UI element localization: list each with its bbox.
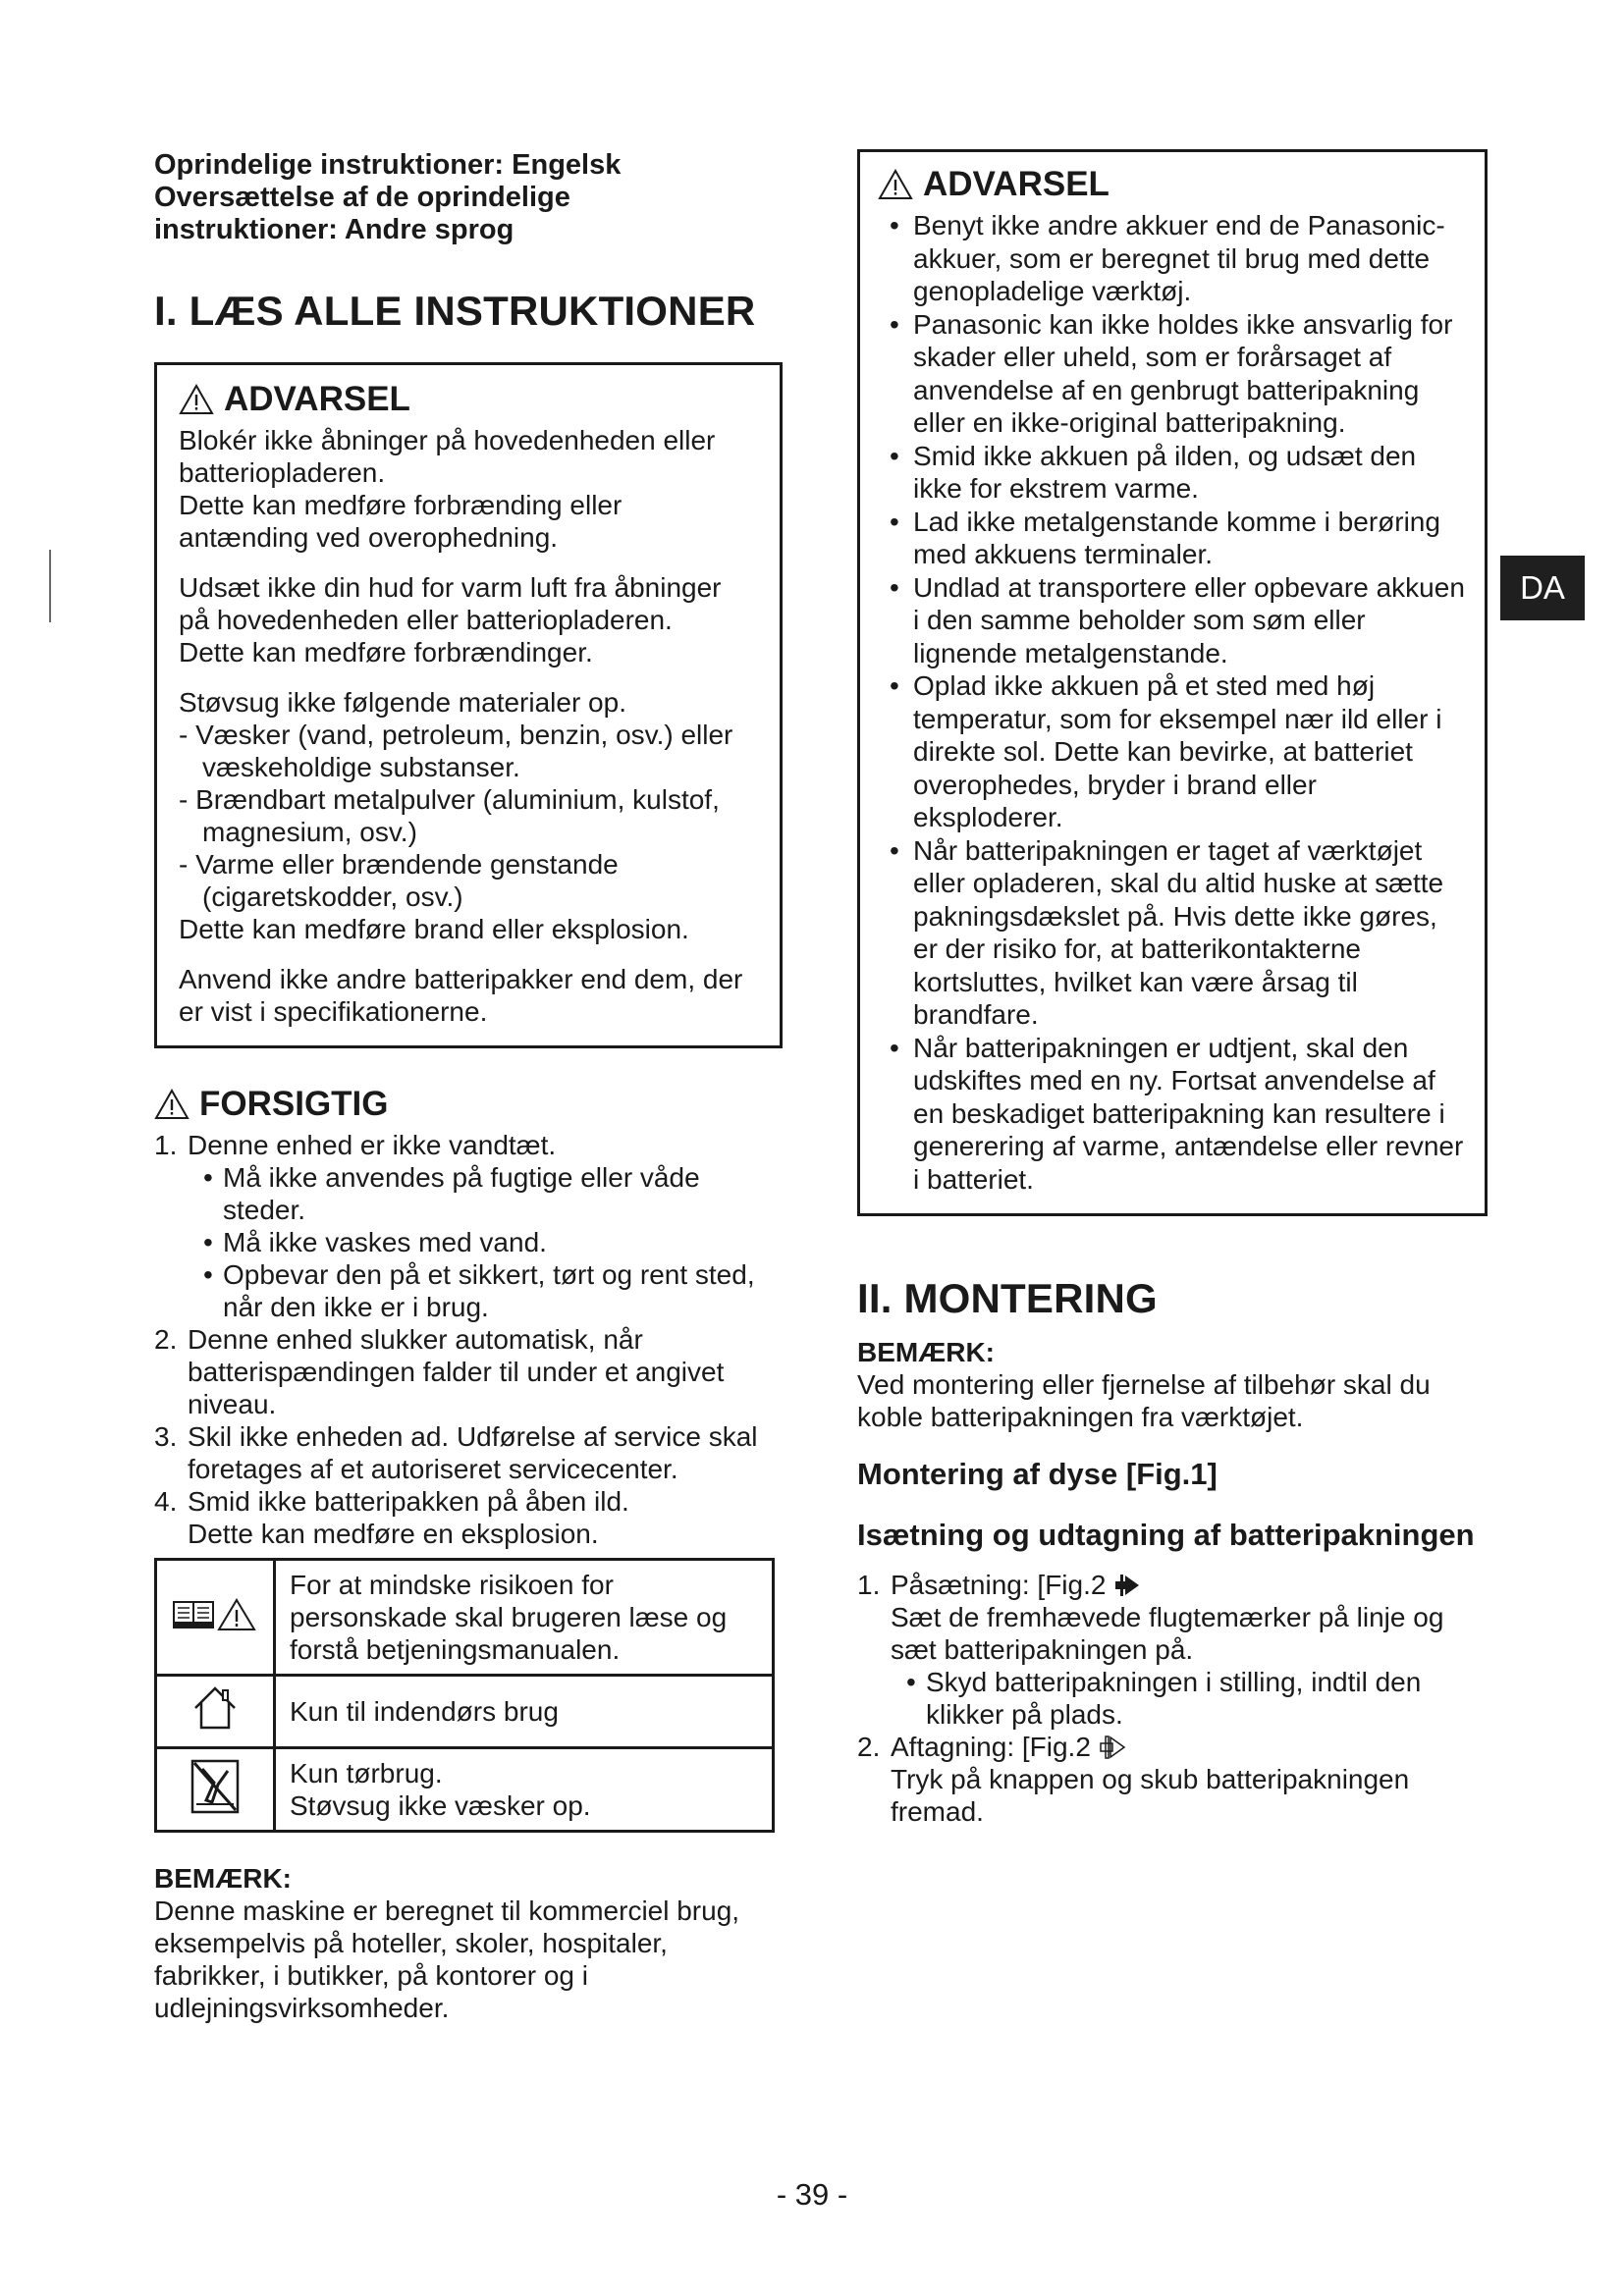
indoor-house-icon bbox=[189, 1682, 241, 1734]
symbol-text-dry-line-1: Kun tørbrug. bbox=[290, 1758, 443, 1789]
symbols-table bbox=[154, 1558, 775, 1833]
warning-para-2 bbox=[179, 571, 758, 668]
caution-title-text: FORSIGTIG bbox=[199, 1085, 389, 1123]
note-text-left: Denne maskine er beregnet til kommerciel brug, eksempelvis på hoteller, skoler, hospitaler, fabrikker, i butikker, på kontorer og i udlejningsvirksomheder. bbox=[154, 1896, 740, 2023]
step-1-bullet: • Skyd batteripakningen i stilling, indtil den klikker på plads. bbox=[904, 1666, 1486, 1731]
warning-para-1-line-a: Blokér ikke åbninger på hovedenheden eller batteriopladeren. bbox=[179, 425, 716, 488]
caution-item-number: 3. bbox=[154, 1421, 178, 1452]
assembly-step-1 bbox=[857, 1569, 1486, 1731]
step-1-label-line bbox=[891, 1569, 1486, 1601]
symbol-cell-dry bbox=[156, 1748, 275, 1832]
subheading-battery: Isætning og udtagning af batteripakningen bbox=[857, 1518, 1475, 1552]
caution-item-number: 4. bbox=[154, 1486, 178, 1517]
step-number: 1. bbox=[857, 1570, 881, 1600]
caution-item-4-text-2: Dette kan medføre en eksplosion. bbox=[188, 1519, 599, 1549]
page-number: - 39 - bbox=[776, 2177, 848, 2212]
battery-warning-item: • Når batteripakningen er taget af værktøjet eller opladeren, skal du altid huske at sætte pakningsdækslet på. Hvis dette ikke gøres, er der risiko for, at batterikontakterne kortsluttes, hvilket kan være årsag til brandfare. bbox=[878, 834, 1467, 1032]
symbol-text-dry-line-2: Støvsug ikke væsker op. bbox=[290, 1790, 591, 1821]
step-2-text: Tryk på knappen og skub batteripakningen fremad. bbox=[891, 1764, 1410, 1827]
warning-para-4: Anvend ikke andre batteripakker end dem, der er vist i specifikationerne. bbox=[179, 964, 743, 1027]
read-manual-icon bbox=[168, 1592, 262, 1635]
warning-box-2-title-text: ADVARSEL bbox=[923, 165, 1110, 203]
warning-para-3-end: Dette kan medføre brand eller eksplosion. bbox=[179, 914, 689, 944]
symbol-text-indoor: Kun til indendørs brug bbox=[275, 1676, 774, 1748]
warning-box-2-title bbox=[878, 164, 1467, 205]
warning-para-3 bbox=[179, 686, 758, 945]
caution-triangle-icon bbox=[154, 1089, 189, 1120]
caution-item-1-text: Denne enhed er ikke vandtæt. bbox=[188, 1130, 557, 1160]
subheading-nozzle: Montering af dyse [Fig.1] bbox=[857, 1457, 1218, 1491]
battery-warning-item: • Panasonic kan ikke holdes ikke ansvarlig for skader eller uheld, som er forårsaget af anvendelse af en genbrugt batteripakning eller en ikke-original batteripakning. bbox=[878, 308, 1467, 440]
battery-warning-item: • Smid ikke akkuen på ilden, og udsæt den ikke for ekstrem varme. bbox=[878, 440, 1467, 506]
caution-title bbox=[154, 1084, 783, 1125]
caution-item-2 bbox=[154, 1323, 783, 1420]
step-1-label: Påsætning: [Fig.2 bbox=[891, 1570, 1107, 1600]
caution-item-1 bbox=[154, 1129, 783, 1323]
caution-item-4-text: Smid ikke batteripakken på åben ild. bbox=[188, 1486, 629, 1517]
margin-line bbox=[49, 550, 51, 622]
warning-box-1-title-text: ADVARSEL bbox=[224, 380, 410, 418]
caution-item-number: 1. bbox=[154, 1130, 178, 1160]
warning-list-item: - Varme eller brændende genstande (cigaretskodder, osv.) bbox=[179, 849, 619, 912]
warning-para-1 bbox=[179, 424, 758, 554]
step-1-text: Sæt de fremhævede flugtemærker på linje og sæt batteripakningen på. bbox=[891, 1602, 1444, 1665]
warning-list-item: - Væsker (vand, petroleum, benzin, osv.) eller væskeholdige substanser. bbox=[179, 720, 733, 782]
header-translation-line1: Oversættelse af de oprindelige bbox=[154, 182, 570, 213]
warning-para-2-line-b: Dette kan medføre forbrændinger. bbox=[179, 637, 593, 667]
language-tab-da: DA bbox=[1500, 556, 1585, 620]
battery-warning-item: • Undlad at transportere eller opbevare akkuen i den samme beholder som søm eller lignende metalgenstande. bbox=[878, 571, 1467, 670]
caution-sub-bullet: • Må ikke anvendes på fugtige eller våde steder. bbox=[201, 1161, 783, 1226]
caution-section bbox=[154, 1084, 783, 1550]
header-original-language: Oprindelige instruktioner: Engelsk bbox=[154, 149, 622, 181]
section-title-read-instructions: I. LÆS ALLE INSTRUKTIONER bbox=[154, 288, 756, 334]
caution-item-3-text: Skil ikke enheden ad. Udførelse af service skal foretages af et autoriseret servicecenter. bbox=[188, 1421, 758, 1484]
right-column bbox=[857, 149, 1486, 1828]
note-title-right: BEMÆRK: bbox=[857, 1337, 995, 1367]
symbols-row-manual bbox=[156, 1560, 774, 1676]
assembly-step-2 bbox=[857, 1731, 1486, 1828]
left-column bbox=[154, 149, 783, 2024]
battery-warning-item: • Benyt ikke andre akkuer end de Panasonic-akkuer, som er beregnet til brug med dette genopladelige værktøj. bbox=[878, 209, 1467, 308]
warning-box-1-title bbox=[179, 379, 758, 420]
warning-triangle-icon bbox=[179, 384, 214, 415]
warning-list-item: - Brændbart metalpulver (aluminium, kulstof, magnesium, osv.) bbox=[179, 784, 720, 847]
symbols-row-indoor bbox=[156, 1676, 774, 1748]
caution-item-number: 2. bbox=[154, 1324, 178, 1355]
battery-warning-item: • Når batteripakningen er udtjent, skal den udskiftes med en ny. Fortsat anvendelse af en beskadiget batteripakning kan resultere i generering af varme, antændelse eller revner i batteriet. bbox=[878, 1032, 1467, 1197]
caution-sub-bullet: • Opbevar den på et sikkert, tørt og rent sted, når den ikke er i brug. bbox=[201, 1258, 783, 1323]
caution-item-4 bbox=[154, 1485, 783, 1550]
warning-box-1 bbox=[154, 362, 783, 1048]
step-2-label: Aftagning: [Fig.2 bbox=[891, 1732, 1091, 1762]
step-2-label-line bbox=[891, 1731, 1486, 1763]
caution-item-3 bbox=[154, 1420, 783, 1485]
caution-sub-bullet: • Må ikke vaskes med vand. bbox=[201, 1226, 783, 1258]
note-text-right: Ved montering eller fjernelse af tilbehør skal du koble batteripakningen fra værktøjet. bbox=[857, 1369, 1431, 1432]
step-number: 2. bbox=[857, 1732, 881, 1762]
symbols-row-dry bbox=[156, 1748, 774, 1832]
dry-use-only-icon bbox=[189, 1757, 242, 1816]
detach-arrow-icon bbox=[1099, 1735, 1128, 1760]
battery-warning-item: • Lad ikke metalgenstande komme i berøring med akkuens terminaler. bbox=[878, 506, 1467, 571]
battery-warning-item: • Oplad ikke akkuen på et sted med høj temperatur, som for eksempel nær ild eller i direkte sol. Dette kan bevirke, at batteriet overophedes, bryder i brand eller eksploderer. bbox=[878, 669, 1467, 834]
header-translation-line2: instruktioner: Andre sprog bbox=[154, 214, 514, 245]
note-title-left: BEMÆRK: bbox=[154, 1863, 292, 1894]
attach-arrow-icon bbox=[1113, 1573, 1143, 1598]
warning-para-2-line-a: Udsæt ikke din hud for varm luft fra åbninger på hovedenheden eller batteriopladeren. bbox=[179, 572, 722, 635]
symbol-cell-indoor bbox=[156, 1676, 275, 1748]
section-title-assembly: II. MONTERING bbox=[857, 1275, 1158, 1321]
caution-item-2-text: Denne enhed slukker automatisk, når batterispændingen falder til under et angivet niveau. bbox=[188, 1324, 725, 1419]
warning-triangle-icon bbox=[878, 169, 913, 200]
warning-para-1-line-b: Dette kan medføre forbrænding eller antænding ved overophedning. bbox=[179, 490, 623, 553]
symbol-text-manual: For at mindske risikoen for personskade skal brugeren læse og forstå betjeningsmanualen. bbox=[275, 1560, 774, 1676]
symbol-cell-manual bbox=[156, 1560, 275, 1676]
symbol-text-dry bbox=[275, 1748, 774, 1832]
warning-box-2 bbox=[857, 149, 1488, 1216]
warning-para-3-intro: Støvsug ikke følgende materialer op. bbox=[179, 687, 626, 718]
